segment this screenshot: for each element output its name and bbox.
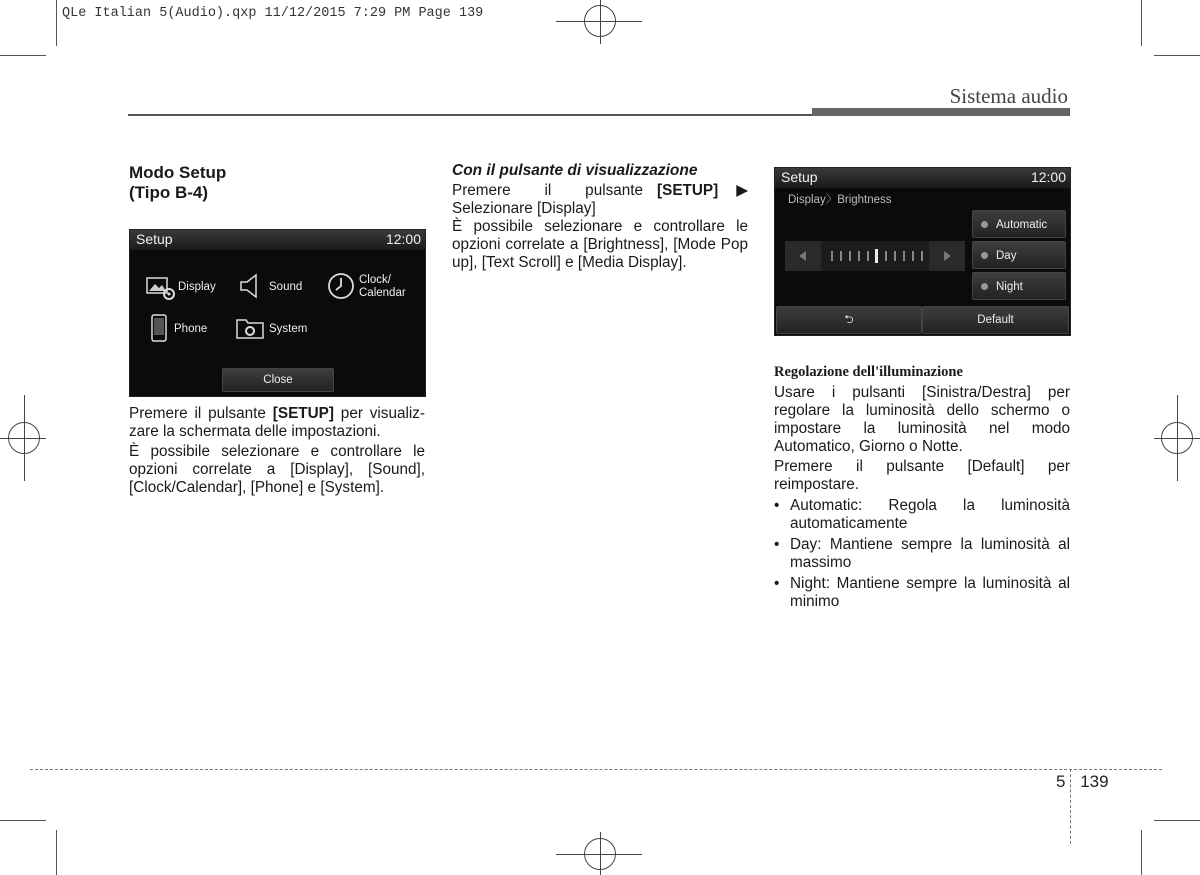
calendar-label: Calendar: [359, 287, 406, 299]
screen-title: Setup: [781, 169, 818, 185]
bullet-icon: •: [774, 536, 780, 553]
page-number-value: 139: [1080, 772, 1109, 791]
option-label: Day: [996, 250, 1017, 262]
section-title: Sistema audio: [949, 84, 1068, 108]
crop-mark: [56, 0, 57, 46]
decrease-button[interactable]: [785, 241, 821, 271]
increase-button[interactable]: [929, 241, 965, 271]
paragraph: [129, 405, 425, 441]
section-subheading: (Tipo B-4): [129, 183, 209, 202]
setup-screen: [129, 229, 426, 397]
phone-label: Phone: [174, 323, 208, 335]
clock-label: Clock/: [359, 274, 391, 286]
column-1-text: [129, 405, 425, 499]
day-option[interactable]: [972, 241, 1066, 269]
brightness-screen: [774, 167, 1071, 336]
radio-indicator-icon: [981, 283, 988, 290]
screen-clock: 12:00: [1030, 169, 1066, 185]
footer-dashed-rule: [30, 769, 1162, 770]
setup-key-label: [SETUP]: [657, 182, 719, 199]
breadcrumb: Display〉Brightness: [788, 194, 892, 206]
arrow-right-icon: ▶: [736, 182, 748, 199]
display-label: Display: [178, 281, 216, 293]
text-run: Premere il pulsante: [129, 405, 273, 422]
instruction-line: Selezionare [Display]: [452, 200, 596, 217]
list-item-text: Night: Mantiene sempre la luminosità al minimo: [790, 575, 1070, 610]
close-button[interactable]: Close: [222, 368, 334, 392]
arrow-left-icon: [785, 241, 821, 271]
crop-mark: [1154, 820, 1200, 821]
list-item: [774, 536, 1070, 572]
crop-mark: [0, 55, 46, 56]
column-1: [129, 163, 425, 203]
paragraph: È possibile selezionare e controllare le opzioni correlate a [Brightness], [Mode Pop up], [Text Scroll] e [Media Display].: [452, 218, 748, 271]
speaker-icon: [238, 272, 262, 300]
bullet-list: [774, 497, 1070, 611]
screen-title-bar: [130, 230, 425, 250]
back-button[interactable]: [776, 306, 922, 334]
option-label: Night: [996, 281, 1023, 293]
crop-mark: [1141, 830, 1142, 875]
column-3-text: [774, 363, 1070, 614]
paragraph: Usare i pulsanti [Sinistra/Destra] per regolare la luminosità dello schermo o impostare la luminosità nel modo Automatico, Giorno o Notte.: [774, 384, 1070, 455]
list-item: [774, 575, 1070, 611]
header-rule-thick: [812, 108, 1070, 116]
section-heading: Modo Setup: [129, 163, 227, 182]
display-icon: [146, 276, 176, 300]
chapter-number: 5: [1056, 772, 1066, 791]
sound-label: Sound: [269, 281, 303, 293]
slider-thumb[interactable]: [875, 249, 878, 263]
automatic-option[interactable]: [972, 210, 1066, 238]
instruction-line: [452, 182, 748, 200]
arrow-right-icon: [929, 241, 965, 271]
system-label: System: [269, 323, 308, 335]
crop-mark: [0, 820, 46, 821]
list-item: [774, 497, 1070, 533]
page-number: [1056, 772, 1109, 792]
list-item-text: Day: Mantiene sempre la luminosità al massimo: [790, 536, 1070, 571]
list-item-text: Automatic: Regola la luminosità automaticamente: [790, 497, 1070, 532]
print-slug: QLe Italian 5(Audio).qxp 11/12/2015 7:29 PM Page 139: [62, 6, 484, 21]
screen-title-bar: [775, 168, 1070, 188]
default-button[interactable]: Default: [922, 306, 1069, 334]
brightness-slider[interactable]: [785, 241, 965, 271]
radio-indicator-icon: [981, 252, 988, 259]
phone-icon: [150, 314, 168, 342]
subheading: Con il pulsante di visualizzazione: [452, 162, 698, 179]
paragraph: È possibile selezionare e controllare le opzioni correlate a [Display], [Sound], [Clock/Calendar], [Phone] e [System].: [129, 443, 425, 496]
screen-clock: 12:00: [385, 231, 421, 247]
crop-mark: [1141, 0, 1142, 46]
text-run: per visualiz-zare la schermata delle impostazioni.: [129, 405, 425, 440]
column-2: [452, 162, 748, 274]
text-run: Premere il pulsante: [452, 182, 644, 199]
bullet-icon: •: [774, 575, 780, 592]
screen-title: Setup: [136, 231, 173, 247]
option-label: Automatic: [996, 219, 1048, 231]
clock-icon: [327, 272, 355, 300]
paragraph: Premere il pulsante [Default] per reimpostare.: [774, 458, 1070, 493]
bullet-icon: •: [774, 497, 780, 514]
crop-mark: [1154, 55, 1200, 56]
system-folder-icon: [235, 316, 265, 340]
night-option[interactable]: [972, 272, 1066, 300]
setup-key-label: [SETUP]: [272, 405, 334, 422]
subheading: Regolazione dell'illuminazione: [774, 364, 963, 380]
crop-mark: [56, 830, 57, 875]
radio-indicator-icon: [981, 221, 988, 228]
header-rule: [128, 114, 812, 116]
back-icon: ⮌: [844, 314, 854, 326]
